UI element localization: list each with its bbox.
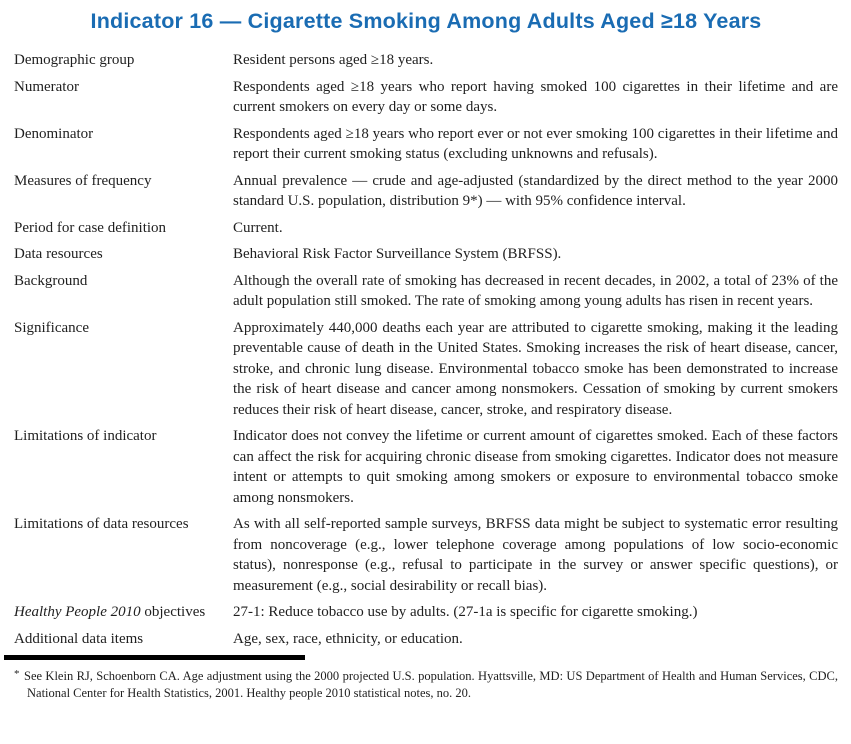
row-period-for-case-definition [14, 218, 838, 239]
row-significance [14, 318, 838, 421]
row-value: Respondents aged ≥18 years who report having smoked 100 cigarettes in their lifetime and are current smokers on every day or some days. [233, 78, 838, 115]
row-label: Additional data items [14, 630, 144, 647]
row-additional-data-items [14, 629, 838, 650]
row-label: Limitations of indicator [14, 428, 157, 444]
row-value: As with all self-reported sample surveys, BRFSS data might be subject to systematic error resulting from noncoverage (e.g., lower telephone coverage among populations of low socio-economic status), nonresponse (e.g., refusal to participate in the survey or answer specific questions), or measurement (e.g., social desirability or recall bias). [233, 516, 838, 594]
row-value: Indicator does not convey the lifetime or current amount of cigarettes smoked. Each of these factors can affect the risk for acquiring chronic disease from smoking cigarettes. Indicator does not measure intent or attempts to quit smoking among smokers or exposure to environmental tobacco smoke among nonsmokers. [233, 428, 838, 506]
row-background [14, 271, 838, 312]
row-numerator [14, 77, 838, 118]
row-demographic-group [14, 50, 838, 71]
row-limitations-of-indicator [14, 426, 838, 508]
row-label: Limitations of data resources [14, 516, 189, 532]
row-label: Significance [14, 319, 89, 336]
row-healthy-people-2010-objectives [14, 602, 838, 623]
row-label: Data resources [14, 246, 103, 262]
row-label: Background [14, 272, 88, 289]
row-label: Denominator [14, 125, 94, 142]
row-value: Approximately 440,000 deaths each year are attributed to cigarette smoking, making it the leading preventable cause of death in the United States. Smoking increases the risk of heart disease, cancer, stroke, and chronic lung disease. Environmental tobacco smoke has been demonstrated to increase the risk of heart disease and cancer among nonsmokers. Cessation of smoking by current smokers reduces their risk of heart disease, cancer, stroke, and respiratory disease. [233, 319, 838, 418]
row-label: Measures of frequency [14, 172, 152, 189]
row-label: Demographic group [14, 52, 135, 68]
row-label-italic-part: Healthy People 2010 [14, 604, 141, 620]
page-title: Indicator 16 — Cigarette Smoking Among Adults Aged ≥18 Years [90, 9, 762, 33]
row-value: Age, sex, race, ethnicity, or education. [233, 630, 463, 647]
row-label: Numerator [14, 78, 79, 95]
row-label-regular-part: objectives [140, 604, 206, 620]
footnote-text: See Klein RJ, Schoenborn CA. Age adjustment using the 2000 projected U.S. population. Hyattsville, MD: US Department of Health and Human Services, CDC, National Center for Health Statistics, 2001. Healthy people 2010 statistical notes, no. 20. [24, 669, 838, 700]
row-value: Resident persons aged ≥18 years. [233, 52, 434, 68]
row-data-resources [14, 244, 838, 265]
row-denominator [14, 124, 838, 165]
row-label: Period for case definition [14, 219, 167, 236]
row-value: Behavioral Risk Factor Surveillance System (BRFSS). [233, 246, 562, 262]
row-label [14, 602, 233, 623]
row-limitations-of-data-resources [14, 514, 838, 596]
row-measures-of-frequency [14, 171, 838, 212]
footnote [14, 666, 838, 702]
row-value: Current. [233, 219, 283, 236]
row-value: Although the overall rate of smoking has decreased in recent decades, in 2002, a total of 23% of the adult population still smoked. The rate of smoking among young adults has risen in recent years. [233, 272, 838, 309]
row-value: Respondents aged ≥18 years who report ever or not ever smoking 100 cigarettes in their lifetime and report their current smoking status (excluding unknowns and refusals). [233, 125, 838, 162]
row-value: Annual prevalence — crude and age-adjusted (standardized by the direct method to the year 2000 standard U.S. population, distribution 9*) — with 95% confidence interval. [233, 172, 838, 209]
footnote-marker: * [14, 668, 20, 680]
footnote-rule [4, 655, 305, 660]
row-value: 27-1: Reduce tobacco use by adults. (27-1a is specific for cigarette smoking.) [233, 604, 698, 620]
definition-table [14, 50, 838, 649]
